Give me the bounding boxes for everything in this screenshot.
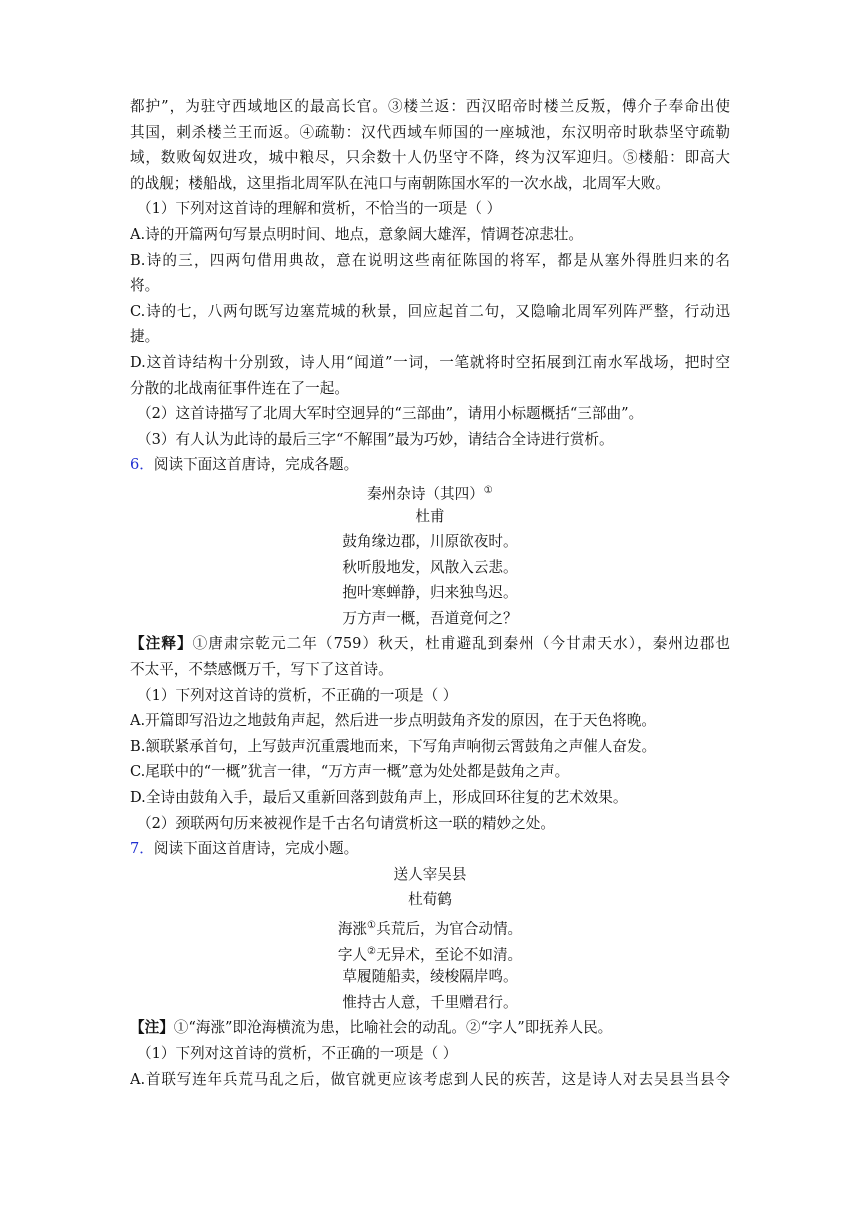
- q6-poem-author: 杜甫: [415, 507, 445, 525]
- q6-option-a: A.开篇即写沿边之地鼓角声起，然后进一步点明鼓角齐发的原因，在于天色将晚。: [130, 712, 656, 730]
- q7-poem-line-2-b: 无异术，至论不如清。: [376, 946, 523, 964]
- q6-title-text: 秦州杂诗（其四）: [367, 485, 484, 503]
- q6-sub-question-1: （1）下列对这首诗的赏析，不正确的一项是（ ）: [137, 686, 458, 704]
- q6-option-c: C.尾联中的“一概”犹言一律，“万方声一概”意为处处都是鼓角之声。: [130, 763, 570, 781]
- q7-poem-line-2: [130, 939, 730, 965]
- q5-note-line-2: 其国，刺杀楼兰王而返。④疏勒：汉代西域车师国的一座城池，东汉明帝时耿恭坚守疏勒: [130, 123, 730, 141]
- q6-poem-line-3: 抱叶寒蝉静，归来独鸟迟。: [342, 584, 518, 602]
- q5-sub-question-2: （2）这首诗描写了北周大军时空迥异的“三部曲”，请用小标题概括“三部曲”。: [137, 405, 644, 423]
- q7-note-text: ①“海涨”即沧海横流为患，比喻社会的动乱。②“字人”即抚养人民。: [173, 1019, 613, 1037]
- q5-option-a: A.诗的开篇两句写景点明时间、地点，意象阔大雄浑，情调苍凉悲壮。: [130, 225, 583, 243]
- q6-poem-title: [130, 478, 730, 504]
- q7-prompt: 阅读下面这首唐诗，完成小题。: [153, 840, 359, 858]
- q5-option-c-line-1: C.诗的七，八两句既写边塞荒城的秋景，回应起首二句，又隐喻北周军列阵严整，行动迅: [130, 302, 730, 320]
- q6-note-label: 【注释】: [130, 635, 193, 653]
- q6-number: 6．: [130, 456, 154, 474]
- q5-sub-question-1: （1）下列对这首诗的理解和赏析，不恰当的一项是（ ）: [137, 200, 502, 218]
- q5-option-b-line-1: B.诗的三，四两句借用典故，意在说明这些南征陈国的将军，都是从塞外得胜归来的名: [130, 251, 730, 269]
- q7-sub-question-1: （1）下列对这首诗的赏析，不正确的一项是（ ）: [137, 1044, 458, 1062]
- q7-poem-line-1: [130, 913, 730, 939]
- q7-note: [130, 1015, 730, 1041]
- q7-header: [130, 836, 730, 862]
- q6-title-footnote-mark: ①: [483, 484, 493, 496]
- q7-poem-author: 杜荀鹤: [408, 891, 452, 909]
- q6-poem-line-4: 万方声一概，吾道竟何之？: [342, 609, 518, 627]
- q7-footnote-mark-1: ①: [367, 920, 377, 931]
- q5-note-line-1: 都护”，为驻守西域地区的最高长官。③楼兰返：西汉昭帝时楼兰反叛，傅介子奉命出使: [130, 98, 730, 115]
- q6-note-line-1: [130, 631, 730, 657]
- q5-option-d-line-2: 分散的北战南征事件连在了一起。: [130, 379, 349, 397]
- q6-header: [130, 452, 730, 478]
- q6-note-line-2: 不太平，不禁感慨万千，写下了这首诗。: [130, 661, 393, 679]
- q7-footnote-mark-2: ②: [367, 945, 377, 957]
- q5-sub-question-3: （3）有人认为此诗的最后三字“不解围”最为巧妙，请结合全诗进行赏析。: [137, 430, 614, 448]
- q7-poem-title: 送人宰吴县: [393, 865, 467, 883]
- q6-option-b: B.颔联紧承首句，上写鼓声沉重震地而来，下写角声响彻云霄鼓角之声催人奋发。: [130, 737, 657, 755]
- q5-note-line-3: 域，数败匈奴进攻，城中粮尽，只余数十人仍坚守不降，终为汉军迎归。⑤楼船：即高大: [130, 149, 730, 167]
- q7-option-a: A.首联写连年兵荒马乱之后，做官就更应该考虑到人民的疾苦，这是诗人对去吴县当县令: [130, 1070, 730, 1088]
- q6-option-d: D.全诗由鼓角入手，最后又重新回落到鼓角声上，形成回环往复的艺术效果。: [130, 789, 628, 807]
- q6-poem-line-1: 鼓角缘边郡，川原欲夜时。: [342, 533, 518, 551]
- q6-poem-line-2: 秋听殷地发，风散入云悲。: [342, 558, 518, 576]
- q5-option-b-line-2: 将。: [130, 277, 160, 295]
- q5-option-d-line-1: D.这首诗结构十分别致，诗人用“闻道”一词，一笔就将时空拓展到江南水军战场，把时空: [130, 353, 730, 371]
- q7-poem-line-2-a: 字人: [337, 946, 368, 964]
- q7-note-label: 【注】: [130, 1019, 174, 1037]
- q6-sub-question-2: （2）颈联两句历来被视作是千古名句请赏析这一联的精妙之处。: [137, 814, 555, 832]
- q5-note-line-4: 的战舰；楼船战，这里指北周军队在沌口与南朝陈国水军的一次水战，北周军大败。: [130, 174, 670, 192]
- q5-option-c-line-2: 捷。: [130, 328, 160, 346]
- q7-number: 7．: [130, 840, 154, 858]
- q7-poem-line-3: 草履随船卖，绫梭隔岸鸣。: [342, 968, 518, 986]
- document-body: [130, 94, 730, 1092]
- q6-note-text-1: ①唐肃宗乾元二年（759）秋天，杜甫避乱到秦州（今甘肃天水），秦州边郡也: [192, 635, 730, 653]
- q7-poem-line-1-a: 海涨: [337, 920, 368, 938]
- q7-poem-line-1-b: 兵荒后，为官合动情。: [376, 920, 523, 938]
- q6-prompt: 阅读下面这首唐诗，完成各题。: [153, 456, 359, 474]
- q7-poem-line-4: 惟持古人意，千里赠君行。: [342, 993, 518, 1011]
